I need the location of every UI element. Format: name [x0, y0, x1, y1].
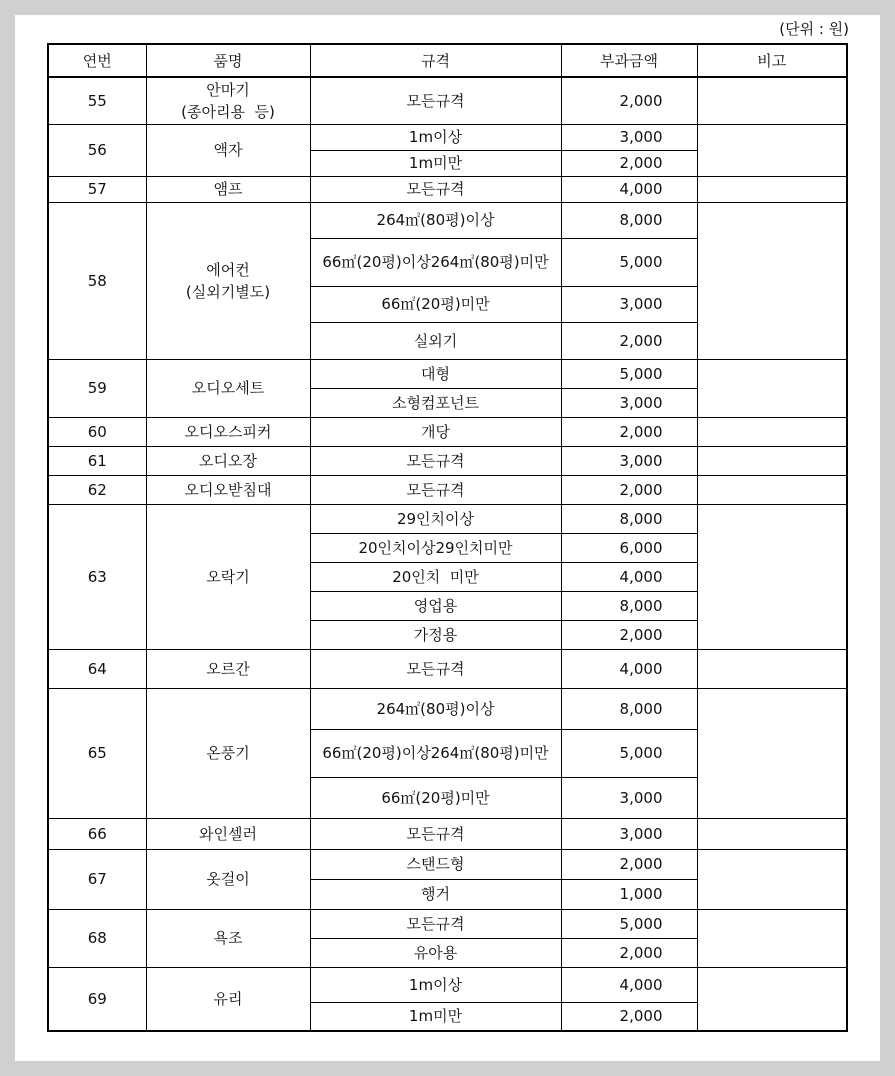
table-row [48, 446, 847, 475]
item-name: 오락기 [206, 567, 250, 586]
spec-cell: 유아용 [310, 938, 561, 967]
header-spec: 규격 [310, 44, 561, 77]
item-name-cell [146, 202, 310, 359]
fee-cell: 2,000 [561, 417, 697, 446]
fee-cell: 5,000 [561, 238, 697, 286]
document-page [15, 15, 880, 1061]
spec-cell: 1m이상 [310, 967, 561, 1002]
table-body [48, 77, 847, 1031]
fee-cell: 1,000 [561, 879, 697, 909]
row-number: 64 [48, 649, 146, 688]
item-name-cell [146, 475, 310, 504]
unit-label: (단위 : 원) [779, 20, 849, 38]
item-name: 에어컨 [206, 260, 250, 279]
fee-cell: 4,000 [561, 176, 697, 202]
row-number: 56 [48, 124, 146, 176]
fee-table [47, 43, 848, 1032]
fee-cell: 4,000 [561, 562, 697, 591]
table-row [48, 818, 847, 849]
item-name-cell [146, 504, 310, 649]
fee-cell: 3,000 [561, 818, 697, 849]
item-name: 욕조 [213, 929, 243, 947]
fee-cell: 3,000 [561, 446, 697, 475]
table-row [48, 504, 847, 533]
item-name: 오디오장 [199, 451, 257, 470]
row-number: 69 [48, 967, 146, 1031]
row-number: 58 [48, 202, 146, 359]
note-cell [697, 688, 847, 818]
fee-cell: 3,000 [561, 286, 697, 322]
spec-cell: 모든규격 [310, 475, 561, 504]
item-name: 오디오세트 [191, 379, 265, 397]
item-name-cell [146, 446, 310, 475]
spec-cell: 모든규격 [310, 446, 561, 475]
note-cell [697, 967, 847, 1031]
fee-cell: 8,000 [561, 504, 697, 533]
spec-cell: 66㎡(20평)미만 [310, 777, 561, 818]
row-number: 60 [48, 417, 146, 446]
item-name: 액자 [213, 141, 243, 159]
table-row [48, 417, 847, 446]
table-row [48, 359, 847, 388]
spec-cell: 소형컴포넌트 [310, 388, 561, 417]
fee-cell: 6,000 [561, 533, 697, 562]
item-name: 오디오받침대 [184, 480, 272, 499]
spec-cell: 264㎡(80평)이상 [310, 688, 561, 729]
item-name-cell [146, 818, 310, 849]
header-item: 품명 [146, 44, 310, 77]
note-cell [697, 446, 847, 475]
spec-cell: 가정용 [310, 620, 561, 649]
fee-cell: 2,000 [561, 150, 697, 176]
spec-cell: 스탠드형 [310, 849, 561, 879]
spec-cell: 영업용 [310, 591, 561, 620]
item-name-note: (실외기별도) [185, 282, 271, 301]
spec-cell: 개당 [310, 417, 561, 446]
item-name-cell [146, 849, 310, 909]
item-name: 앰프 [213, 180, 243, 198]
fee-cell: 2,000 [561, 475, 697, 504]
item-name-cell [146, 359, 310, 417]
spec-cell: 66㎡(20평)미만 [310, 286, 561, 322]
item-name-cell [146, 967, 310, 1031]
item-name-cell [146, 124, 310, 176]
fee-cell: 5,000 [561, 909, 697, 938]
header-no: 연번 [48, 44, 146, 77]
table-row [48, 475, 847, 504]
fee-cell: 5,000 [561, 359, 697, 388]
note-cell [697, 475, 847, 504]
row-number: 61 [48, 446, 146, 475]
spec-cell: 20인치이상29인치미만 [310, 533, 561, 562]
note-cell [697, 202, 847, 359]
item-name-cell [146, 417, 310, 446]
spec-cell: 모든규격 [310, 909, 561, 938]
fee-cell: 4,000 [561, 649, 697, 688]
item-name: 오디오스피커 [184, 422, 272, 441]
row-number: 66 [48, 818, 146, 849]
spec-cell: 66㎡(20평)이상264㎡(80평)미만 [310, 238, 561, 286]
note-cell [697, 649, 847, 688]
spec-cell: 1m미만 [310, 150, 561, 176]
item-name: 온풍기 [206, 744, 250, 762]
item-name: 오르간 [206, 659, 250, 678]
fee-cell: 2,000 [561, 1002, 697, 1031]
fee-cell: 3,000 [561, 388, 697, 417]
table-row [48, 77, 847, 124]
note-cell [697, 359, 847, 417]
table-header-row [48, 44, 847, 77]
row-number: 59 [48, 359, 146, 417]
spec-cell: 20인치 미만 [310, 562, 561, 591]
spec-cell: 대형 [310, 359, 561, 388]
table-row [48, 124, 847, 150]
row-number: 62 [48, 475, 146, 504]
fee-cell: 2,000 [561, 849, 697, 879]
note-cell [697, 77, 847, 124]
fee-cell: 2,000 [561, 322, 697, 359]
item-name: 안마기 [206, 80, 250, 99]
fee-cell: 2,000 [561, 77, 697, 124]
spec-cell: 264㎡(80평)이상 [310, 202, 561, 238]
note-cell [697, 176, 847, 202]
item-name-cell [146, 77, 310, 124]
fee-cell: 3,000 [561, 777, 697, 818]
spec-cell: 29인치이상 [310, 504, 561, 533]
fee-cell: 8,000 [561, 202, 697, 238]
note-cell [697, 909, 847, 967]
item-name-note: (종아리용 등) [181, 102, 275, 121]
spec-cell: 모든규격 [310, 649, 561, 688]
table-row [48, 649, 847, 688]
item-name: 유리 [213, 989, 243, 1008]
note-cell [697, 124, 847, 176]
spec-cell: 모든규격 [310, 77, 561, 124]
spec-cell: 모든규격 [310, 818, 561, 849]
note-cell [697, 818, 847, 849]
fee-cell: 3,000 [561, 124, 697, 150]
fee-cell: 8,000 [561, 688, 697, 729]
row-number: 67 [48, 849, 146, 909]
table-row [48, 967, 847, 1002]
note-cell [697, 504, 847, 649]
header-fee: 부과금액 [561, 44, 697, 77]
item-name-cell [146, 688, 310, 818]
row-number: 68 [48, 909, 146, 967]
spec-cell: 1m이상 [310, 124, 561, 150]
header-note: 비고 [697, 44, 847, 77]
row-number: 57 [48, 176, 146, 202]
note-cell [697, 849, 847, 909]
row-number: 65 [48, 688, 146, 818]
spec-cell: 모든규격 [310, 176, 561, 202]
spec-cell: 1m미만 [310, 1002, 561, 1031]
row-number: 63 [48, 504, 146, 649]
item-name-cell [146, 176, 310, 202]
table-row [48, 909, 847, 938]
table-row [48, 202, 847, 238]
fee-cell: 2,000 [561, 620, 697, 649]
item-name: 옷걸이 [206, 870, 250, 888]
fee-cell: 2,000 [561, 938, 697, 967]
row-number: 55 [48, 77, 146, 124]
fee-cell: 5,000 [561, 729, 697, 777]
table-row [48, 176, 847, 202]
fee-cell: 8,000 [561, 591, 697, 620]
spec-cell: 실외기 [310, 322, 561, 359]
item-name-cell [146, 909, 310, 967]
item-name-cell [146, 649, 310, 688]
spec-cell: 행거 [310, 879, 561, 909]
fee-cell: 4,000 [561, 967, 697, 1002]
table-row [48, 688, 847, 729]
note-cell [697, 417, 847, 446]
spec-cell: 66㎡(20평)이상264㎡(80평)미만 [310, 729, 561, 777]
item-name: 와인셀러 [199, 824, 257, 843]
table-row [48, 849, 847, 879]
